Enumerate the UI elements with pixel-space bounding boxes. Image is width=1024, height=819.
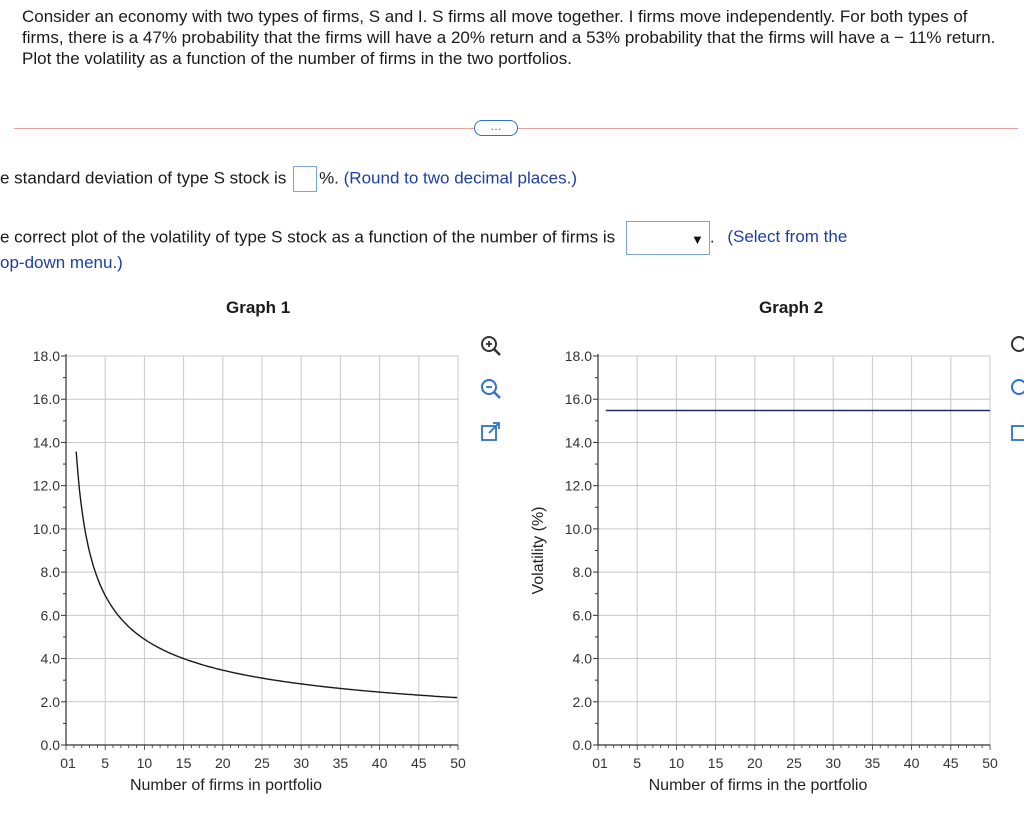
y-tick-label: 14.0 [564, 434, 592, 451]
x-tick-label: 01 [60, 755, 76, 771]
y-tick-label: 2.0 [572, 693, 592, 710]
y-tick-label: 6.0 [572, 607, 592, 624]
x-tick-label: 5 [101, 755, 110, 771]
x-tick-label: 20 [215, 755, 231, 771]
x-tick-label: 40 [903, 755, 920, 771]
graph-2-title: Graph 2 [759, 298, 824, 317]
x-tick-label: 20 [747, 755, 763, 771]
x-tick-label: 25 [786, 755, 802, 771]
y-tick-label: 16.0 [32, 391, 60, 408]
select-period: . [709, 227, 715, 247]
select-hint: (Select from the [727, 227, 848, 247]
x-tick-label: 01 [592, 755, 608, 771]
zoom-out-icon[interactable] [1008, 376, 1024, 402]
chevron-down-icon: ▼ [690, 232, 704, 247]
x-tick-label: 35 [864, 755, 881, 771]
y-tick-label: 8.0 [572, 564, 592, 581]
x-tick-label: 45 [943, 755, 959, 771]
x-tick-label: 40 [371, 755, 388, 771]
zoom-out-icon[interactable] [478, 376, 504, 402]
zoom-in-icon[interactable] [478, 333, 504, 359]
popout-icon[interactable] [1008, 419, 1024, 445]
plot-select-prefix: e correct plot of the volatility of type S stock as a function of the number of firms is [0, 227, 616, 247]
x-tick-label: 30 [825, 755, 841, 771]
more-button[interactable]: … [474, 120, 518, 136]
y-axis-label: Volatility (%) [530, 506, 547, 595]
graph-1-title: Graph 1 [226, 298, 291, 317]
x-tick-label: 50 [450, 755, 466, 771]
y-tick-label: 0.0 [572, 737, 592, 753]
y-tick-label: 4.0 [40, 650, 60, 667]
y-tick-label: 10.0 [564, 520, 592, 537]
y-tick-label: 14.0 [32, 434, 60, 451]
x-tick-label: 10 [136, 755, 153, 771]
y-tick-label: 16.0 [564, 391, 592, 408]
x-tick-label: 35 [332, 755, 349, 771]
x-tick-label: 45 [411, 755, 427, 771]
zoom-in-icon[interactable] [1008, 333, 1024, 359]
y-tick-label: 4.0 [572, 650, 592, 667]
y-tick-label: 18.0 [564, 348, 592, 364]
y-tick-label: 12.0 [564, 477, 592, 494]
std-dev-prefix: e standard deviation of type S stock is [0, 168, 287, 188]
x-tick-label: 15 [707, 755, 724, 771]
x-tick-label: 30 [293, 755, 309, 771]
y-tick-label: 8.0 [40, 564, 60, 581]
std-dev-suffix: %. [319, 168, 339, 188]
y-tick-label: 0.0 [40, 737, 60, 753]
y-tick-label: 6.0 [40, 607, 60, 624]
x-axis-label: Number of firms in the portfolio [648, 777, 868, 794]
x-tick-label: 15 [175, 755, 192, 771]
y-tick-label: 18.0 [32, 348, 60, 364]
x-tick-label: 5 [633, 755, 642, 771]
select-hint-continued: op-down menu.) [0, 253, 123, 272]
round-hint: (Round to two decimal places.) [343, 168, 578, 188]
x-tick-label: 50 [982, 755, 998, 771]
x-tick-label: 10 [668, 755, 685, 771]
y-tick-label: 2.0 [40, 693, 60, 710]
y-tick-label: 10.0 [32, 520, 60, 537]
question-text: Consider an economy with two types of firms, S and I. S firms all move together. I firms move independently. For both types of firms, there is a 47% probability that the firms will have a 20% return and a 53% probability that the firms will have a − 11% return. Plot the volatility as a function of the number of firms in the two portfolios. [22, 7, 996, 68]
x-tick-label: 25 [254, 755, 270, 771]
x-axis-label: Number of firms in portfolio [129, 777, 323, 794]
y-tick-label: 12.0 [32, 477, 60, 494]
volatility-curve [76, 452, 457, 698]
popout-icon[interactable] [478, 419, 504, 445]
